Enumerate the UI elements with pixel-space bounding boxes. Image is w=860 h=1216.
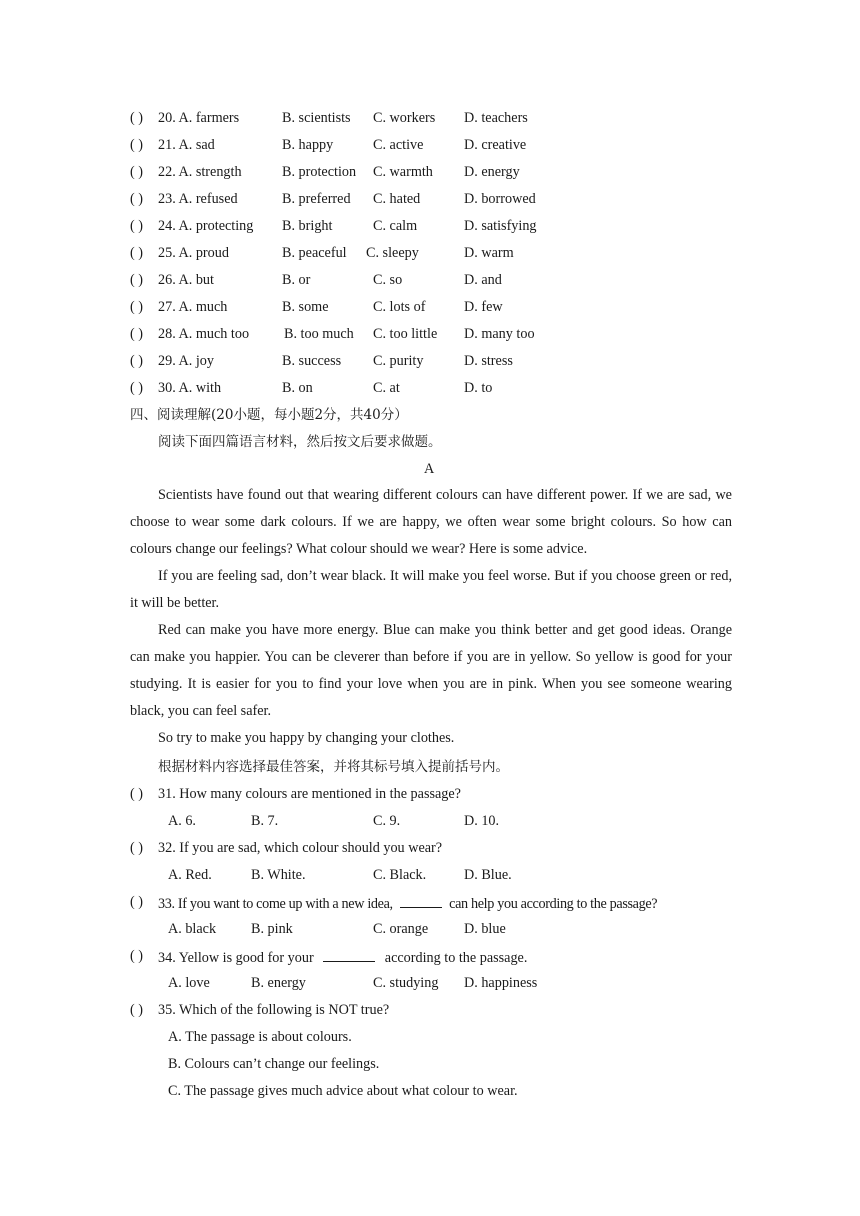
option-b: B. energy bbox=[251, 975, 306, 991]
option-d: D. and bbox=[464, 272, 502, 288]
answer-bracket[interactable]: ( ) bbox=[130, 353, 143, 369]
answer-bracket[interactable]: ( ) bbox=[130, 380, 143, 396]
option-c: C. studying bbox=[373, 975, 439, 991]
answer-bracket[interactable]: ( ) bbox=[130, 299, 143, 315]
option-b: B. preferred bbox=[282, 191, 351, 207]
option-a: A. Red. bbox=[168, 867, 212, 883]
option-a: 30. A. with bbox=[158, 380, 222, 396]
option-c: C. sleepy bbox=[366, 245, 419, 261]
question-stem-end: according to the passage. bbox=[384, 950, 528, 966]
option-a: A. 6. bbox=[168, 813, 196, 829]
task-instruction: 根据材料内容选择最佳答案，并将其标号填入提前括号内。 bbox=[158, 759, 509, 775]
option-c: C. at bbox=[373, 380, 400, 396]
option-a: 24. A. protecting bbox=[158, 218, 254, 234]
option-c: C. calm bbox=[373, 218, 418, 234]
option-b: B. scientists bbox=[282, 110, 351, 126]
answer-bracket[interactable]: ( ) bbox=[130, 326, 143, 342]
option-c: C. so bbox=[373, 272, 403, 288]
option-a: 29. A. joy bbox=[158, 353, 214, 369]
option-b: B. Colours can’t change our feelings. bbox=[168, 1056, 380, 1072]
option-b: B. protection bbox=[282, 164, 357, 180]
passage-paragraph-4: So try to make you happy by changing your clothes. bbox=[158, 730, 455, 746]
option-b: B. bright bbox=[282, 218, 333, 234]
option-c: C. The passage gives much advice about what colour to wear. bbox=[168, 1083, 518, 1099]
option-b: B. White. bbox=[251, 867, 306, 883]
option-d: D. warm bbox=[464, 245, 514, 261]
option-b: B. or bbox=[282, 272, 311, 288]
option-c: C. hated bbox=[373, 191, 421, 207]
option-a: 22. A. strength bbox=[158, 164, 242, 180]
option-c: C. 9. bbox=[373, 813, 401, 829]
option-a: A. The passage is about colours. bbox=[168, 1029, 352, 1045]
option-d: D. creative bbox=[464, 137, 527, 153]
option-d: D. blue bbox=[464, 921, 506, 937]
option-c: C. workers bbox=[373, 110, 436, 126]
question-stem-start: 34. Yellow is good for your bbox=[158, 950, 314, 966]
option-d: D. borrowed bbox=[464, 191, 536, 207]
section-heading: 四、阅读理解(20小题，每小题2分，共40分） bbox=[130, 407, 408, 423]
answer-bracket[interactable]: ( ) bbox=[130, 218, 143, 234]
question-stem-end: can help you according to the passage? bbox=[449, 896, 658, 912]
option-d: D. few bbox=[464, 299, 503, 315]
option-a: A. black bbox=[168, 921, 217, 937]
question-stem: 32. If you are sad, which colour should you wear? bbox=[158, 840, 443, 856]
question-stem: 35. Which of the following is NOT true? bbox=[158, 1002, 390, 1018]
answer-bracket[interactable]: ( ) bbox=[130, 272, 143, 288]
answer-bracket[interactable]: ( ) bbox=[130, 948, 143, 964]
question-stem-start: 33. If you want to come up with a new idea, bbox=[158, 896, 393, 912]
answer-bracket[interactable]: ( ) bbox=[130, 191, 143, 207]
section-instruction: 阅读下面四篇语言材料，然后按文后要求做题。 bbox=[158, 434, 442, 450]
option-a: 28. A. much too bbox=[158, 326, 250, 342]
answer-bracket[interactable]: ( ) bbox=[130, 110, 143, 126]
answer-blank[interactable] bbox=[400, 893, 442, 908]
option-a: 20. A. farmers bbox=[158, 110, 240, 126]
option-b: B. too much bbox=[284, 326, 354, 342]
option-b: B. success bbox=[282, 353, 342, 369]
option-d: D. 10. bbox=[464, 813, 500, 829]
option-d: D. teachers bbox=[464, 110, 528, 126]
question-stem bbox=[158, 947, 527, 967]
option-b: B. 7. bbox=[251, 813, 279, 829]
answer-bracket[interactable]: ( ) bbox=[130, 137, 143, 153]
question-stem bbox=[158, 893, 657, 913]
option-b: B. some bbox=[282, 299, 329, 315]
passage-label: A bbox=[424, 461, 435, 477]
option-d: D. to bbox=[464, 380, 493, 396]
option-a: 25. A. proud bbox=[158, 245, 229, 261]
option-a: 21. A. sad bbox=[158, 137, 215, 153]
answer-bracket[interactable]: ( ) bbox=[130, 894, 143, 910]
option-d: D. stress bbox=[464, 353, 513, 369]
option-b: B. on bbox=[282, 380, 313, 396]
passage-paragraph-3: Red can make you have more energy. Blue can make you think better and get good ideas. Orange can make you happier. You can be cleverer than before if you are in yellow. So yellow is good for your studying. It is easier for you to find your love when you are in pink. When you see someone wearing black, you can feel safer. bbox=[130, 622, 732, 719]
option-a: A. love bbox=[168, 975, 210, 991]
answer-bracket[interactable]: ( ) bbox=[130, 786, 143, 802]
answer-bracket[interactable]: ( ) bbox=[130, 1002, 143, 1018]
option-c: C. lots of bbox=[373, 299, 426, 315]
option-a: 23. A. refused bbox=[158, 191, 238, 207]
answer-bracket[interactable]: ( ) bbox=[130, 840, 143, 856]
option-c: C. active bbox=[373, 137, 424, 153]
passage-paragraph-2: If you are feeling sad, don’t wear black. It will make you feel worse. But if you choose green or red, it will be better. bbox=[130, 568, 732, 611]
option-d: D. happiness bbox=[464, 975, 538, 991]
answer-bracket[interactable]: ( ) bbox=[130, 245, 143, 261]
option-d: D. Blue. bbox=[464, 867, 512, 883]
option-b: B. pink bbox=[251, 921, 293, 937]
option-a: 27. A. much bbox=[158, 299, 228, 315]
answer-blank[interactable] bbox=[323, 947, 375, 962]
option-b: B. happy bbox=[282, 137, 334, 153]
option-d: D. many too bbox=[464, 326, 535, 342]
passage-paragraph-1: Scientists have found out that wearing different colours can have different power. If we are sad, we choose to wear some dark colours. If we are happy, we often wear some bright colours. So how can colours change our feelings? What colour should we wear? Here is some advice. bbox=[130, 487, 732, 557]
option-c: C. warmth bbox=[373, 164, 433, 180]
answer-bracket[interactable]: ( ) bbox=[130, 164, 143, 180]
option-c: C. purity bbox=[373, 353, 424, 369]
option-c: C. too little bbox=[373, 326, 438, 342]
question-stem: 31. How many colours are mentioned in the passage? bbox=[158, 786, 461, 802]
option-a: 26. A. but bbox=[158, 272, 214, 288]
option-c: C. orange bbox=[373, 921, 429, 937]
option-d: D. satisfying bbox=[464, 218, 537, 234]
option-b: B. peaceful bbox=[282, 245, 347, 261]
option-d: D. energy bbox=[464, 164, 520, 180]
option-c: C. Black. bbox=[373, 867, 427, 883]
